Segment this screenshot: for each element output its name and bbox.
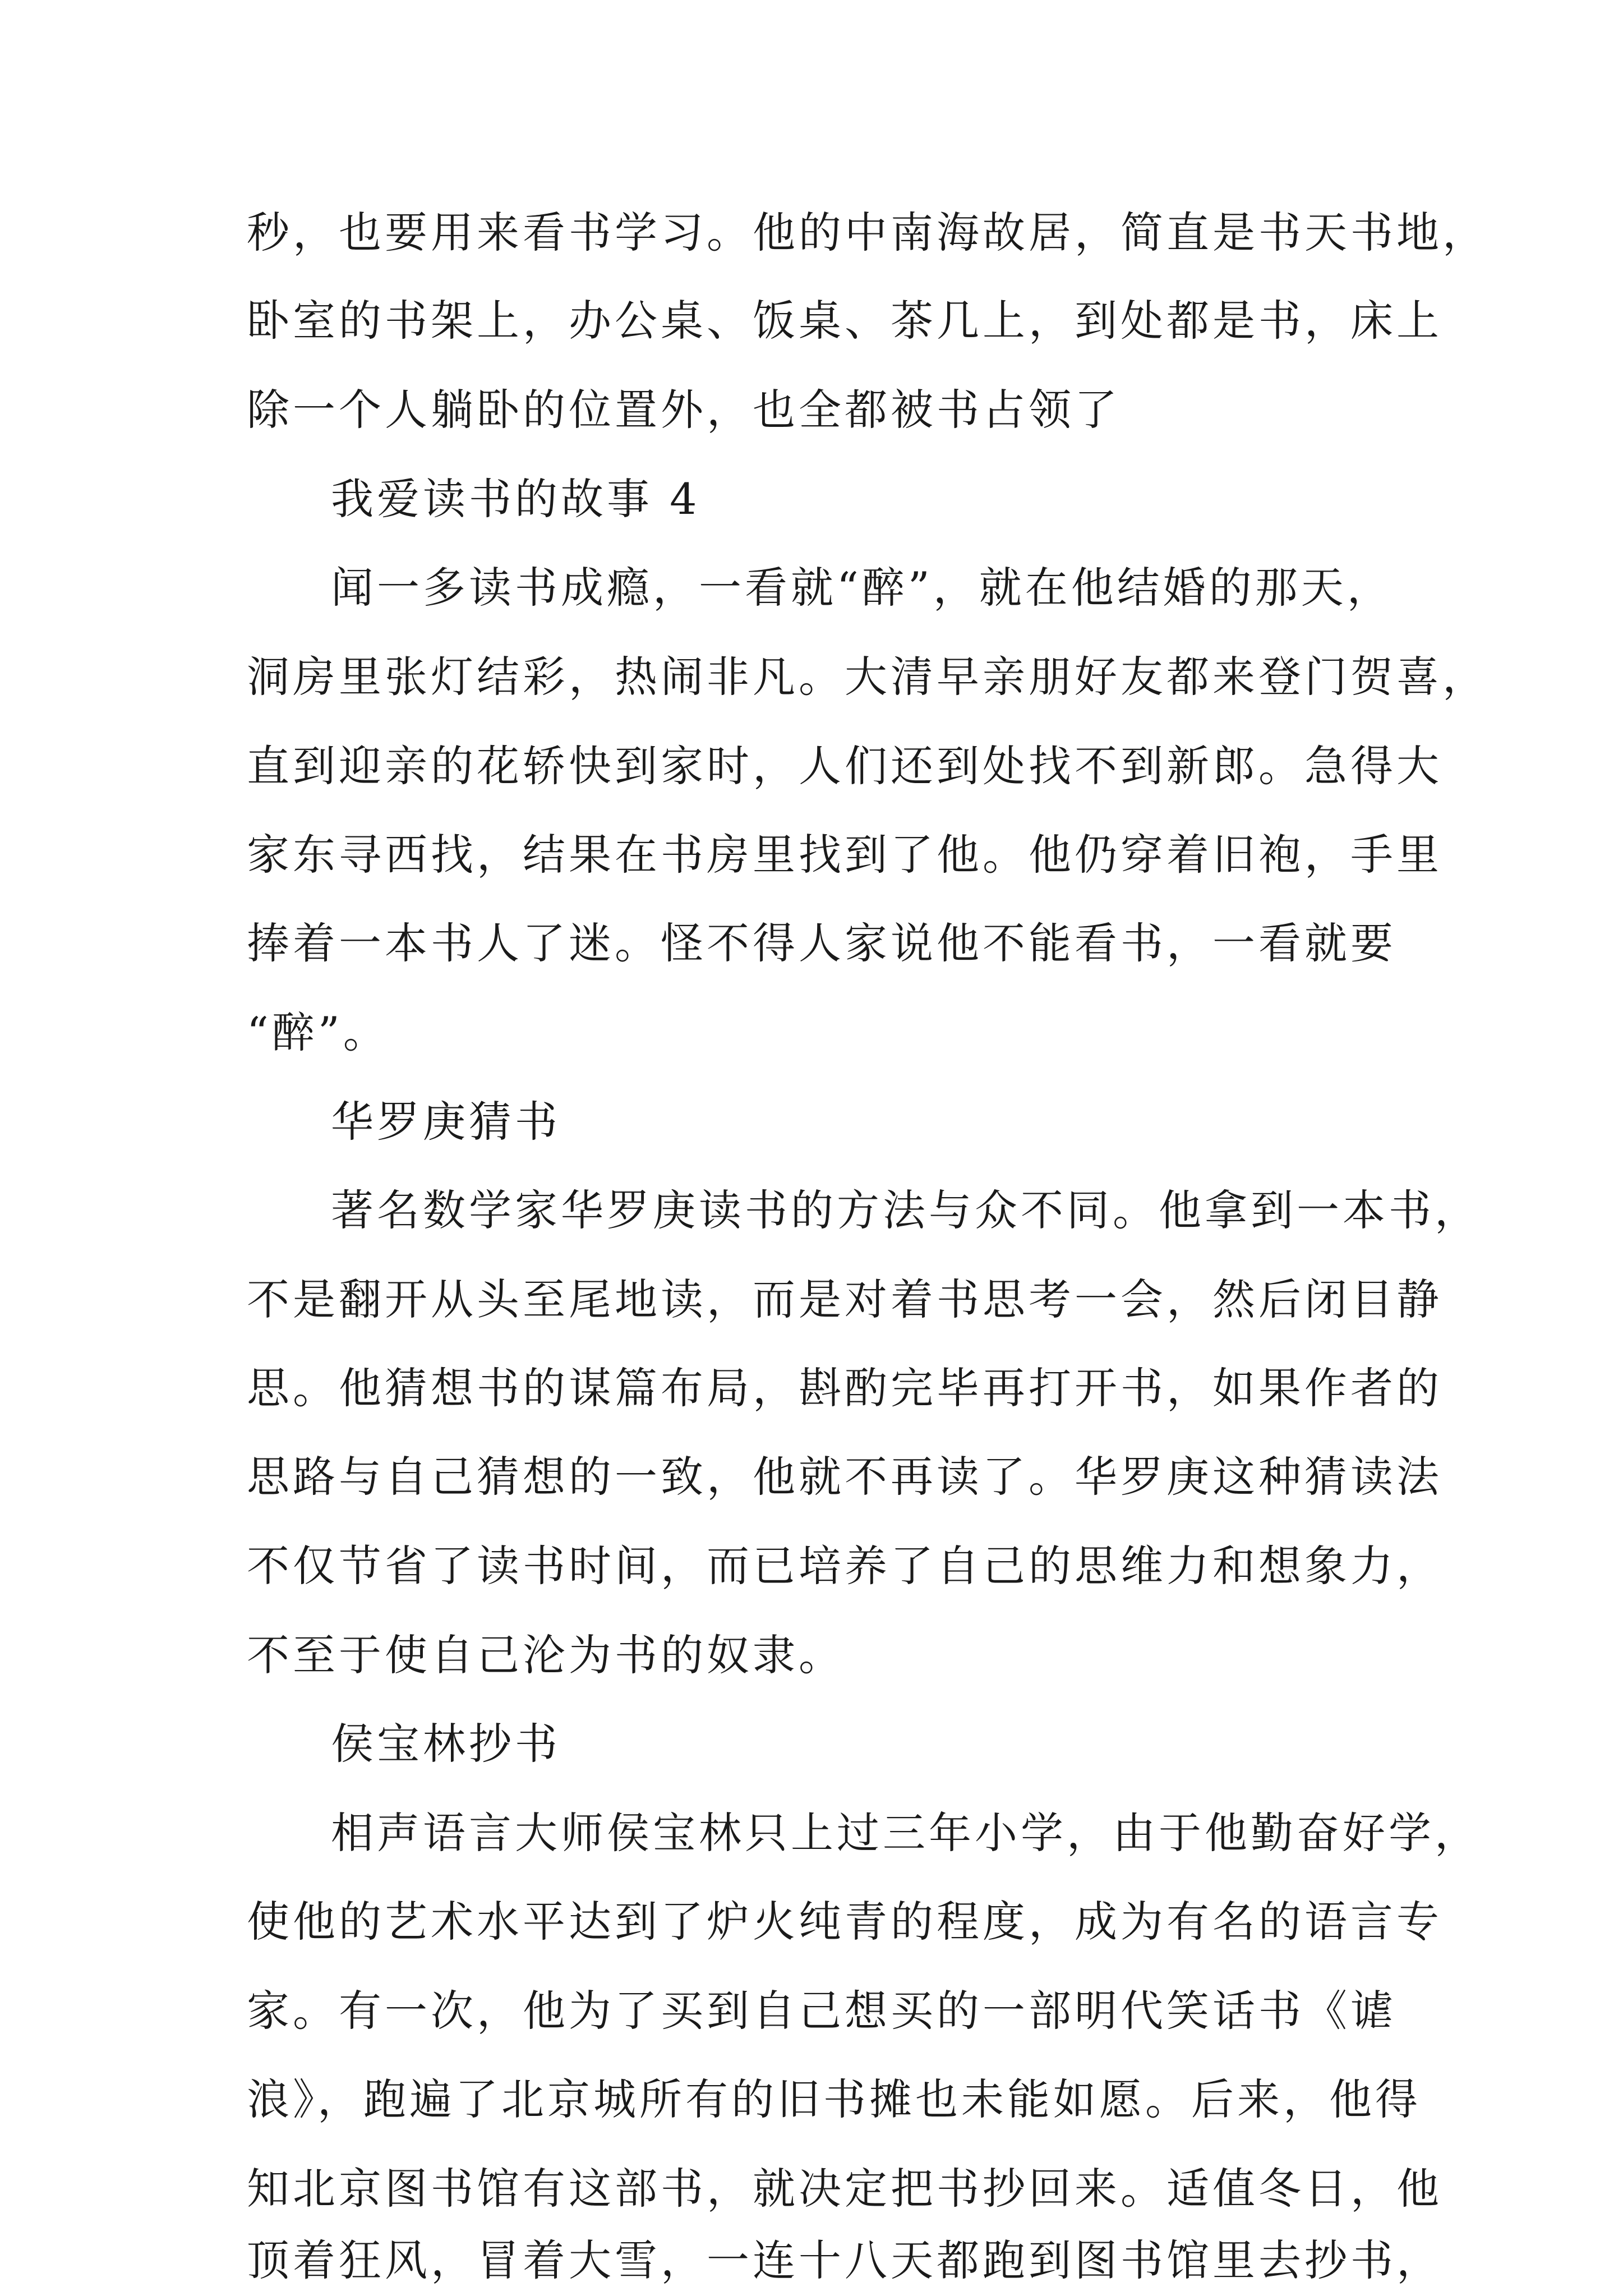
text-line: 思。他猜想书的谋篇布局，斟酌完毕再打开书，如果作者的 <box>247 1363 1442 1413</box>
text-line: 不是翻开从头至尾地读，而是对着书思考一会，然后闭目静 <box>247 1274 1442 1324</box>
text-line: 直到迎亲的花轿快到家时，人们还到处找不到新郎。急得大 <box>247 741 1442 791</box>
section-heading: 华罗庚猜书 <box>331 1097 561 1147</box>
text-line: 顶着狂风，冒着大雪，一连十八天都跑到图书馆里去抄书， <box>247 2235 1442 2285</box>
paragraph-first-line: 闻一多读书成瘾，一看就“醉”，就在他结婚的那天， <box>331 563 1393 613</box>
section-heading: 侯宝林抄书 <box>331 1719 561 1769</box>
text-line: 家。有一次，他为了买到自己想买的一部明代笑话书《谑 <box>247 1986 1396 2036</box>
text-line: 浪》，跑遍了北京城所有的旧书摊也未能如愿。后来，他得 <box>247 2074 1421 2124</box>
text-line: 不仅节省了读书时间，而已培养了自己的思维力和想象力， <box>247 1541 1442 1591</box>
text-line: 使他的艺术水平达到了炉火纯青的程度，成为有名的语言专 <box>247 1897 1442 1947</box>
paragraph-first-line: 相声语言大师侯宝林只上过三年小学，由于他勤奋好学， <box>331 1808 1481 1858</box>
text-line: 家东寻西找，结果在书房里找到了他。他仍穿着旧袍，手里 <box>247 830 1442 880</box>
text-line: 捧着一本书人了迷。怪不得人家说他不能看书，一看就要 <box>247 918 1396 968</box>
text-line: 秒，也要用来看书学习。他的中南海故居，简直是书天书地， <box>247 208 1488 257</box>
paragraph-first-line: 著名数学家华罗庚读书的方法与众不同。他拿到一本书， <box>331 1185 1481 1235</box>
text-line: 不至于使自己沦为书的奴隶。 <box>247 1630 845 1680</box>
text-line: “醉”。 <box>247 1007 389 1057</box>
text-line: 知北京图书馆有这部书，就决定把书抄回来。适值冬日，他 <box>247 2164 1442 2214</box>
text-line: 除一个人躺卧的位置外，也全都被书占领了 <box>247 385 1121 435</box>
section-heading: 我爱读书的故事 4 <box>331 474 700 524</box>
text-line: 卧室的书架上，办公桌、饭桌、茶几上，到处都是书，床上 <box>247 296 1442 346</box>
text-line: 洞房里张灯结彩，热闹非凡。大清早亲朋好友都来登门贺喜， <box>247 652 1488 702</box>
text-line: 思路与自己猜想的一致，他就不再读了。华罗庚这种猜读法 <box>247 1452 1442 1502</box>
